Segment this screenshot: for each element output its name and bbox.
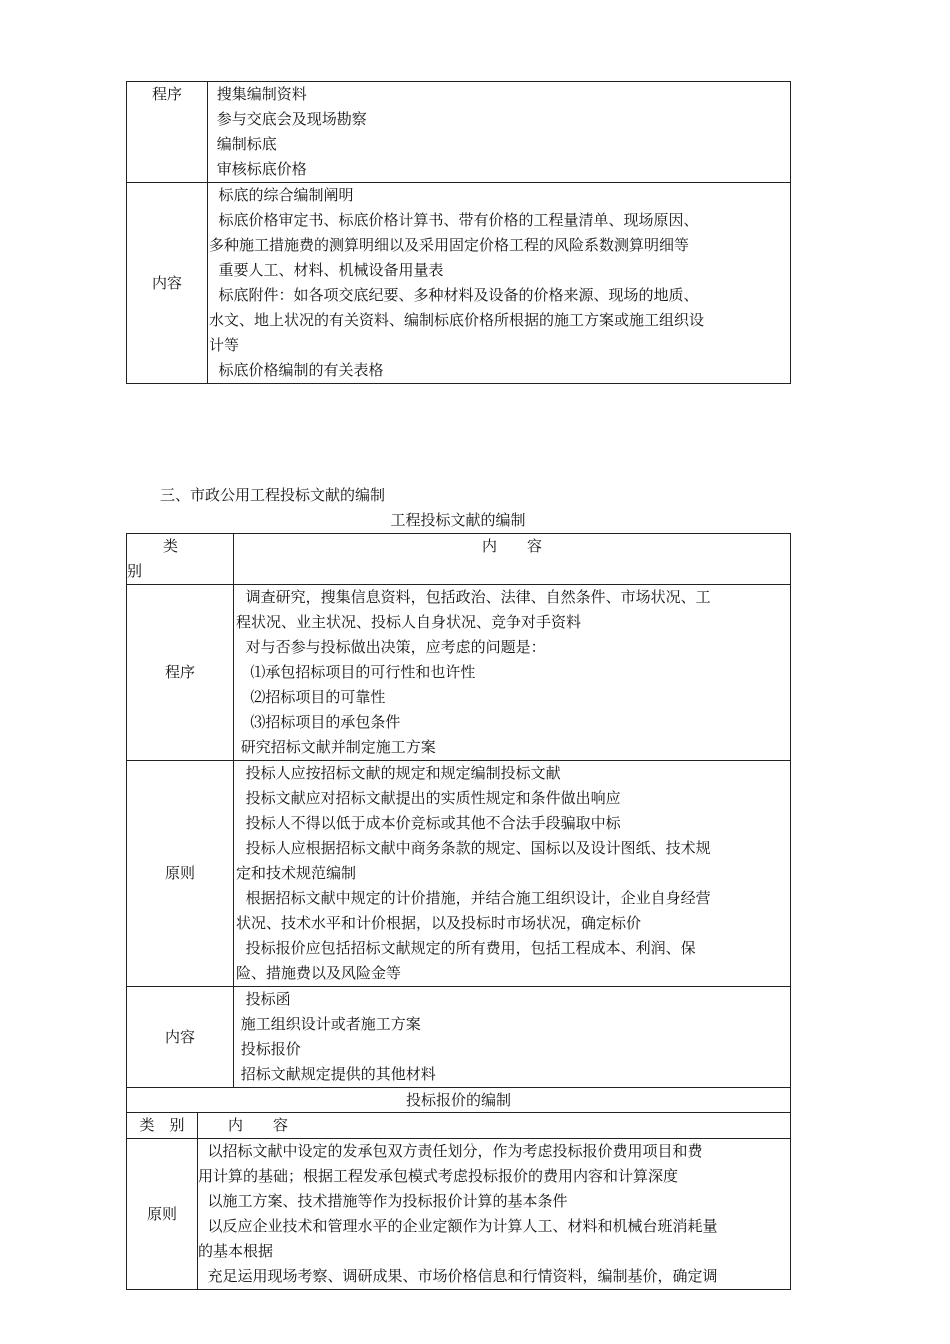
table-row [127, 183, 791, 384]
row-content: 投标人应按招标文献的规定和规定编制投标文献 投标文献应对招标文献提出的实质性规定和条件做出响应 投标人不得以低于成本价竞标或其他不合法手段骗取中标 投标人应根据招标文献中商务条款的规定、国标以及设计图纸、技术规 定和技术规范编制 根据招标文献中规定的计价措施，并结合施工组织设计，企业自身经营 状况、技术水平和计价根据，以及投标时市场状况，确定标价 投标报价应包括招标文献规定的所有费用，包括工程成本、利润、保 险、措施费以及风险金等 [234, 761, 791, 987]
table-row [127, 1139, 791, 1290]
header-content: 内 容 [198, 1113, 791, 1139]
table-header-row [127, 534, 791, 585]
table-caption: 投标报价的编制 [127, 1088, 791, 1113]
row-content: 投标函 施工组织设计或者施工方案 投标报价 招标文献规定提供的其他材料 [234, 987, 791, 1088]
row-content: 以招标文献中设定的发承包双方责任划分，作为考虑投标报价费用项目和费 用计算的基础；根据工程发承包模式考虑投标报价的费用内容和计算深度 以施工方案、技术措施等作为投标报价计算的基本条件 以反应企业技术和管理水平的企业定额作为计算人工、材料和机械台班消耗量 的基本根据 充足运用现场考察、调研成果、市场价格信息和行情资料，编制基价，确定调 [198, 1139, 791, 1290]
row-label: 程序 [127, 585, 234, 761]
bid-document-table [126, 533, 791, 1290]
row-content: 标底的综合编制阐明 标底价格审定书、标底价格计算书、带有价格的工程量清单、现场原因、 多种施工措施费的测算明细以及采用固定价格工程的风险系数测算明细等 重要人工、材料、机械设备用量表 标底附件：如各项交底纪要、多种材料及设备的价格来源、现场的地质、 水文、地上状况的有关资料、编制标底价格所根据的施工方案或施工组织设 计等 标底价格编制的有关表格 [208, 183, 791, 384]
table-caption: 工程投标文献的编制 [390, 511, 526, 529]
row-label: 程序 [127, 82, 208, 183]
table-row [127, 585, 791, 761]
row-content: 调查研究，搜集信息资料，包括政治、法律、自然条件、市场状况、工 程状况、业主状况、投标人自身状况、竞争对手资料 对与否参与投标做出决策，应考虑的问题是： ⑴承包招标项目的可行性和也许性 ⑵招标项目的可靠性 ⑶招标项目的承包条件 研究招标文献并制定施工方案 [234, 585, 791, 761]
bid-base-table [126, 81, 791, 384]
table-row [127, 82, 791, 183]
header-category: 类 别 [127, 1113, 198, 1139]
subtable-caption-row [127, 1088, 791, 1113]
row-content: 搜集编制资料 参与交底会及现场勘察 编制标底 审核标底价格 [208, 82, 791, 183]
header-content: 内 容 [234, 534, 791, 585]
row-label: 内容 [127, 183, 208, 384]
row-label: 原则 [127, 761, 234, 987]
table-header-row [127, 1113, 791, 1139]
row-label: 内容 [127, 987, 234, 1088]
section-heading: 三、市政公用工程投标文献的编制 [160, 486, 386, 504]
row-label: 原则 [127, 1139, 198, 1290]
header-category: 类 别 [127, 534, 234, 585]
table-row [127, 987, 791, 1088]
table-row [127, 761, 791, 987]
